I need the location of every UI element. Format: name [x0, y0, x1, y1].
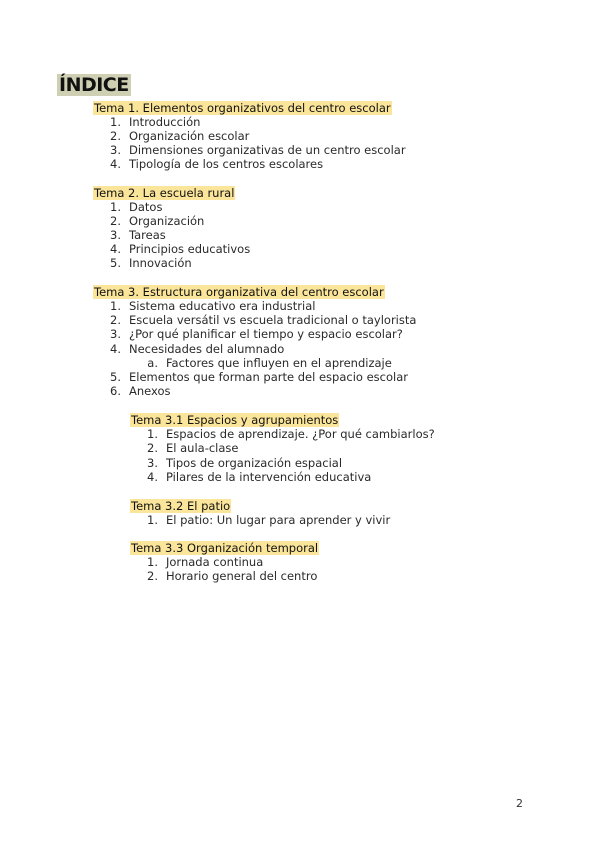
- list-item[interactable]: 3. ¿Por qué planificar el tiempo y espacio escolar?: [110, 327, 403, 341]
- section-heading-tema-2[interactable]: Tema 2. La escuela rural: [94, 186, 235, 200]
- list-item[interactable]: 2. Organización: [110, 214, 205, 228]
- list-item[interactable]: 1. Introducción: [110, 115, 201, 129]
- list-item[interactable]: 4. Principios educativos: [110, 242, 251, 256]
- list-item[interactable]: 4. Tipología de los centros escolares: [110, 157, 324, 171]
- section-heading-tema-3[interactable]: Tema 3. Estructura organizativa del centro escolar: [94, 285, 384, 299]
- list-item[interactable]: 1. Espacios de aprendizaje. ¿Por qué cambiarlos?: [147, 427, 435, 441]
- list-item[interactable]: 2. Escuela versátil vs escuela tradicional o taylorista: [110, 313, 417, 327]
- section-heading-tema-3-2[interactable]: Tema 3.2 El patio: [131, 499, 231, 513]
- list-item[interactable]: 5. Innovación: [110, 256, 192, 270]
- list-item[interactable]: 2. Organización escolar: [110, 129, 250, 143]
- page-number: 2: [516, 797, 523, 810]
- list-item[interactable]: 4. Necesidades del alumnado: [110, 342, 285, 356]
- sub-list-item[interactable]: a. Factores que influyen en el aprendizaje: [147, 356, 392, 370]
- section-heading-tema-1[interactable]: Tema 1. Elementos organizativos del centro escolar: [94, 101, 391, 115]
- list-item[interactable]: 3. Tipos de organización espacial: [147, 456, 343, 470]
- list-item[interactable]: 2. Horario general del centro: [147, 569, 318, 583]
- list-item[interactable]: 2. El aula-clase: [147, 441, 239, 455]
- list-item[interactable]: 4. Pilares de la intervención educativa: [147, 470, 372, 484]
- list-item[interactable]: 6. Anexos: [110, 384, 171, 398]
- section-heading-tema-3-3[interactable]: Tema 3.3 Organización temporal: [131, 541, 319, 555]
- list-item[interactable]: 1. Sistema educativo era industrial: [110, 299, 316, 313]
- list-item[interactable]: 1. Jornada continua: [147, 555, 264, 569]
- page-title: ÍNDICE: [59, 74, 129, 96]
- section-heading-tema-3-1[interactable]: Tema 3.1 Espacios y agrupamientos: [131, 413, 339, 427]
- list-item[interactable]: 3. Tareas: [110, 228, 166, 242]
- list-item[interactable]: 3. Dimensiones organizativas de un centro escolar: [110, 143, 406, 157]
- list-item[interactable]: 1. El patio: Un lugar para aprender y vivir: [147, 513, 391, 527]
- list-item[interactable]: 5. Elementos que forman parte del espacio escolar: [110, 370, 408, 384]
- list-item[interactable]: 1. Datos: [110, 200, 163, 214]
